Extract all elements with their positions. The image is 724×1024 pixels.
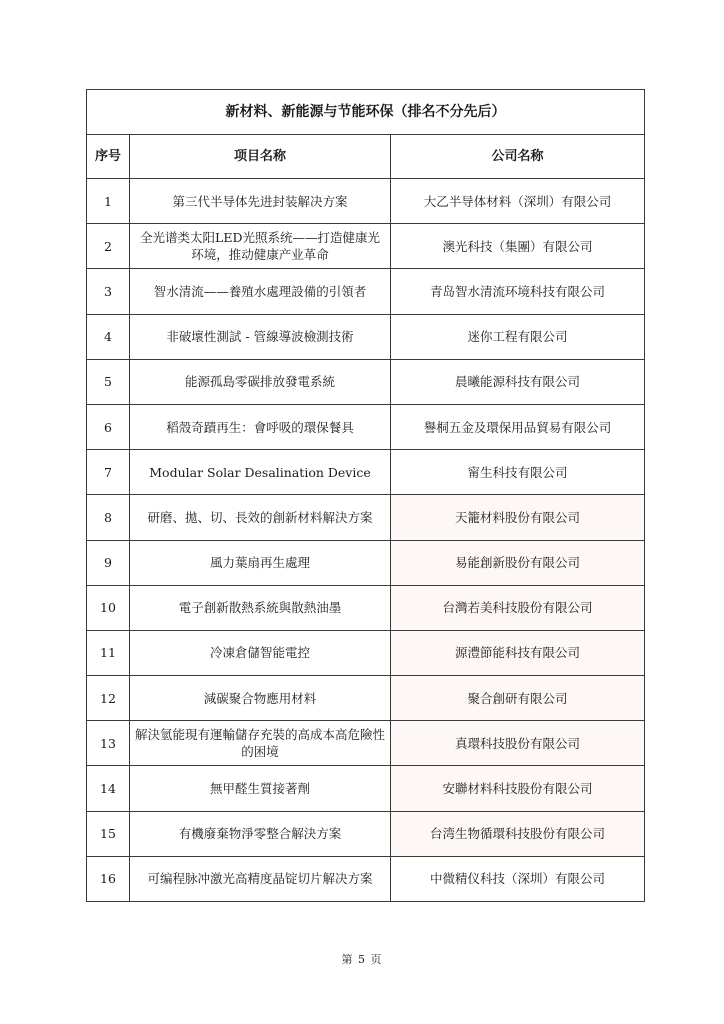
- table-row: [87, 314, 645, 359]
- company-name: 大乙半导体材料（深圳）有限公司: [391, 179, 645, 224]
- company-name: 聚合創研有限公司: [391, 676, 645, 721]
- row-number: 1: [87, 179, 130, 224]
- project-name: 解決氫能現有運輸儲存充裝的高成本高危險性的困境: [130, 721, 391, 766]
- company-name: 天籠材料股份有限公司: [391, 495, 645, 540]
- company-name: 安聯材料科技股份有限公司: [391, 766, 645, 811]
- project-table: [86, 89, 645, 902]
- header-company: 公司名称: [391, 135, 645, 179]
- project-name: 電子創新散熱系統與散熱油墨: [130, 585, 391, 630]
- project-name: 風力葉扇再生處理: [130, 540, 391, 585]
- row-number: 11: [87, 630, 130, 675]
- project-name: 冷凍倉儲智能電控: [130, 630, 391, 675]
- company-name: 易能創新股份有限公司: [391, 540, 645, 585]
- row-number: 7: [87, 450, 130, 495]
- company-name: 晨曦能源科技有限公司: [391, 359, 645, 404]
- row-number: 13: [87, 721, 130, 766]
- project-name: 減碳聚合物應用材料: [130, 676, 391, 721]
- project-name: 非破壞性測試 - 管線導波檢測技術: [130, 314, 391, 359]
- table-title-row: [87, 90, 645, 135]
- table-row: [87, 721, 645, 766]
- table-row: [87, 224, 645, 269]
- table-row: [87, 269, 645, 314]
- row-number: 14: [87, 766, 130, 811]
- company-name: 譽桐五金及環保用品貿易有限公司: [391, 404, 645, 449]
- project-name: 有機廢棄物淨零整合解決方案: [130, 811, 391, 856]
- project-name: 無甲醛生質接著劑: [130, 766, 391, 811]
- project-name: 能源孤島零碳排放發電系統: [130, 359, 391, 404]
- table-row: [87, 179, 645, 224]
- row-number: 9: [87, 540, 130, 585]
- row-number: 6: [87, 404, 130, 449]
- page-number: 第 5 页: [341, 953, 383, 966]
- table-row: [87, 856, 645, 901]
- company-name: 台灣若美科技股份有限公司: [391, 585, 645, 630]
- table-row: [87, 766, 645, 811]
- row-number: 16: [87, 856, 130, 901]
- row-number: 12: [87, 676, 130, 721]
- company-name: 台湾生物循環科技股份有限公司: [391, 811, 645, 856]
- table-row: [87, 540, 645, 585]
- company-name: 中微精仪科技（深圳）有限公司: [391, 856, 645, 901]
- company-name: 真環科技股份有限公司: [391, 721, 645, 766]
- project-name: 智水清流——養殖水處理設備的引領者: [130, 269, 391, 314]
- table-row: [87, 630, 645, 675]
- project-name: 全光谱类太阳LED光照系统——打造健康光环境，推动健康产业革命: [130, 224, 391, 269]
- row-number: 8: [87, 495, 130, 540]
- table-row: [87, 676, 645, 721]
- row-number: 4: [87, 314, 130, 359]
- table-row: [87, 811, 645, 856]
- row-number: 3: [87, 269, 130, 314]
- project-name: 可编程脉冲激光高精度晶锭切片解决方案: [130, 856, 391, 901]
- row-number: 10: [87, 585, 130, 630]
- company-name: 青岛智水清流环境科技有限公司: [391, 269, 645, 314]
- row-number: 2: [87, 224, 130, 269]
- table-row: [87, 585, 645, 630]
- company-name: 迷你工程有限公司: [391, 314, 645, 359]
- company-name: 甯生科技有限公司: [391, 450, 645, 495]
- table-row: [87, 495, 645, 540]
- table-row: [87, 359, 645, 404]
- table-row: [87, 404, 645, 449]
- project-name: 稻殼奇蹟再生：會呼吸的環保餐具: [130, 404, 391, 449]
- table-row: [87, 450, 645, 495]
- row-number: 5: [87, 359, 130, 404]
- project-name: Modular Solar Desalination Device: [130, 450, 391, 495]
- header-num: 序号: [87, 135, 130, 179]
- company-name: 源澧節能科技有限公司: [391, 630, 645, 675]
- table-header-row: [87, 135, 645, 179]
- header-project: 项目名称: [130, 135, 391, 179]
- project-name: 研磨、拋、切、長效的創新材料解決方案: [130, 495, 391, 540]
- company-name: 澳光科技（集團）有限公司: [391, 224, 645, 269]
- project-name: 第三代半导体先进封装解决方案: [130, 179, 391, 224]
- table-title: 新材料、新能源与节能环保（排名不分先后）: [87, 90, 645, 135]
- row-number: 15: [87, 811, 130, 856]
